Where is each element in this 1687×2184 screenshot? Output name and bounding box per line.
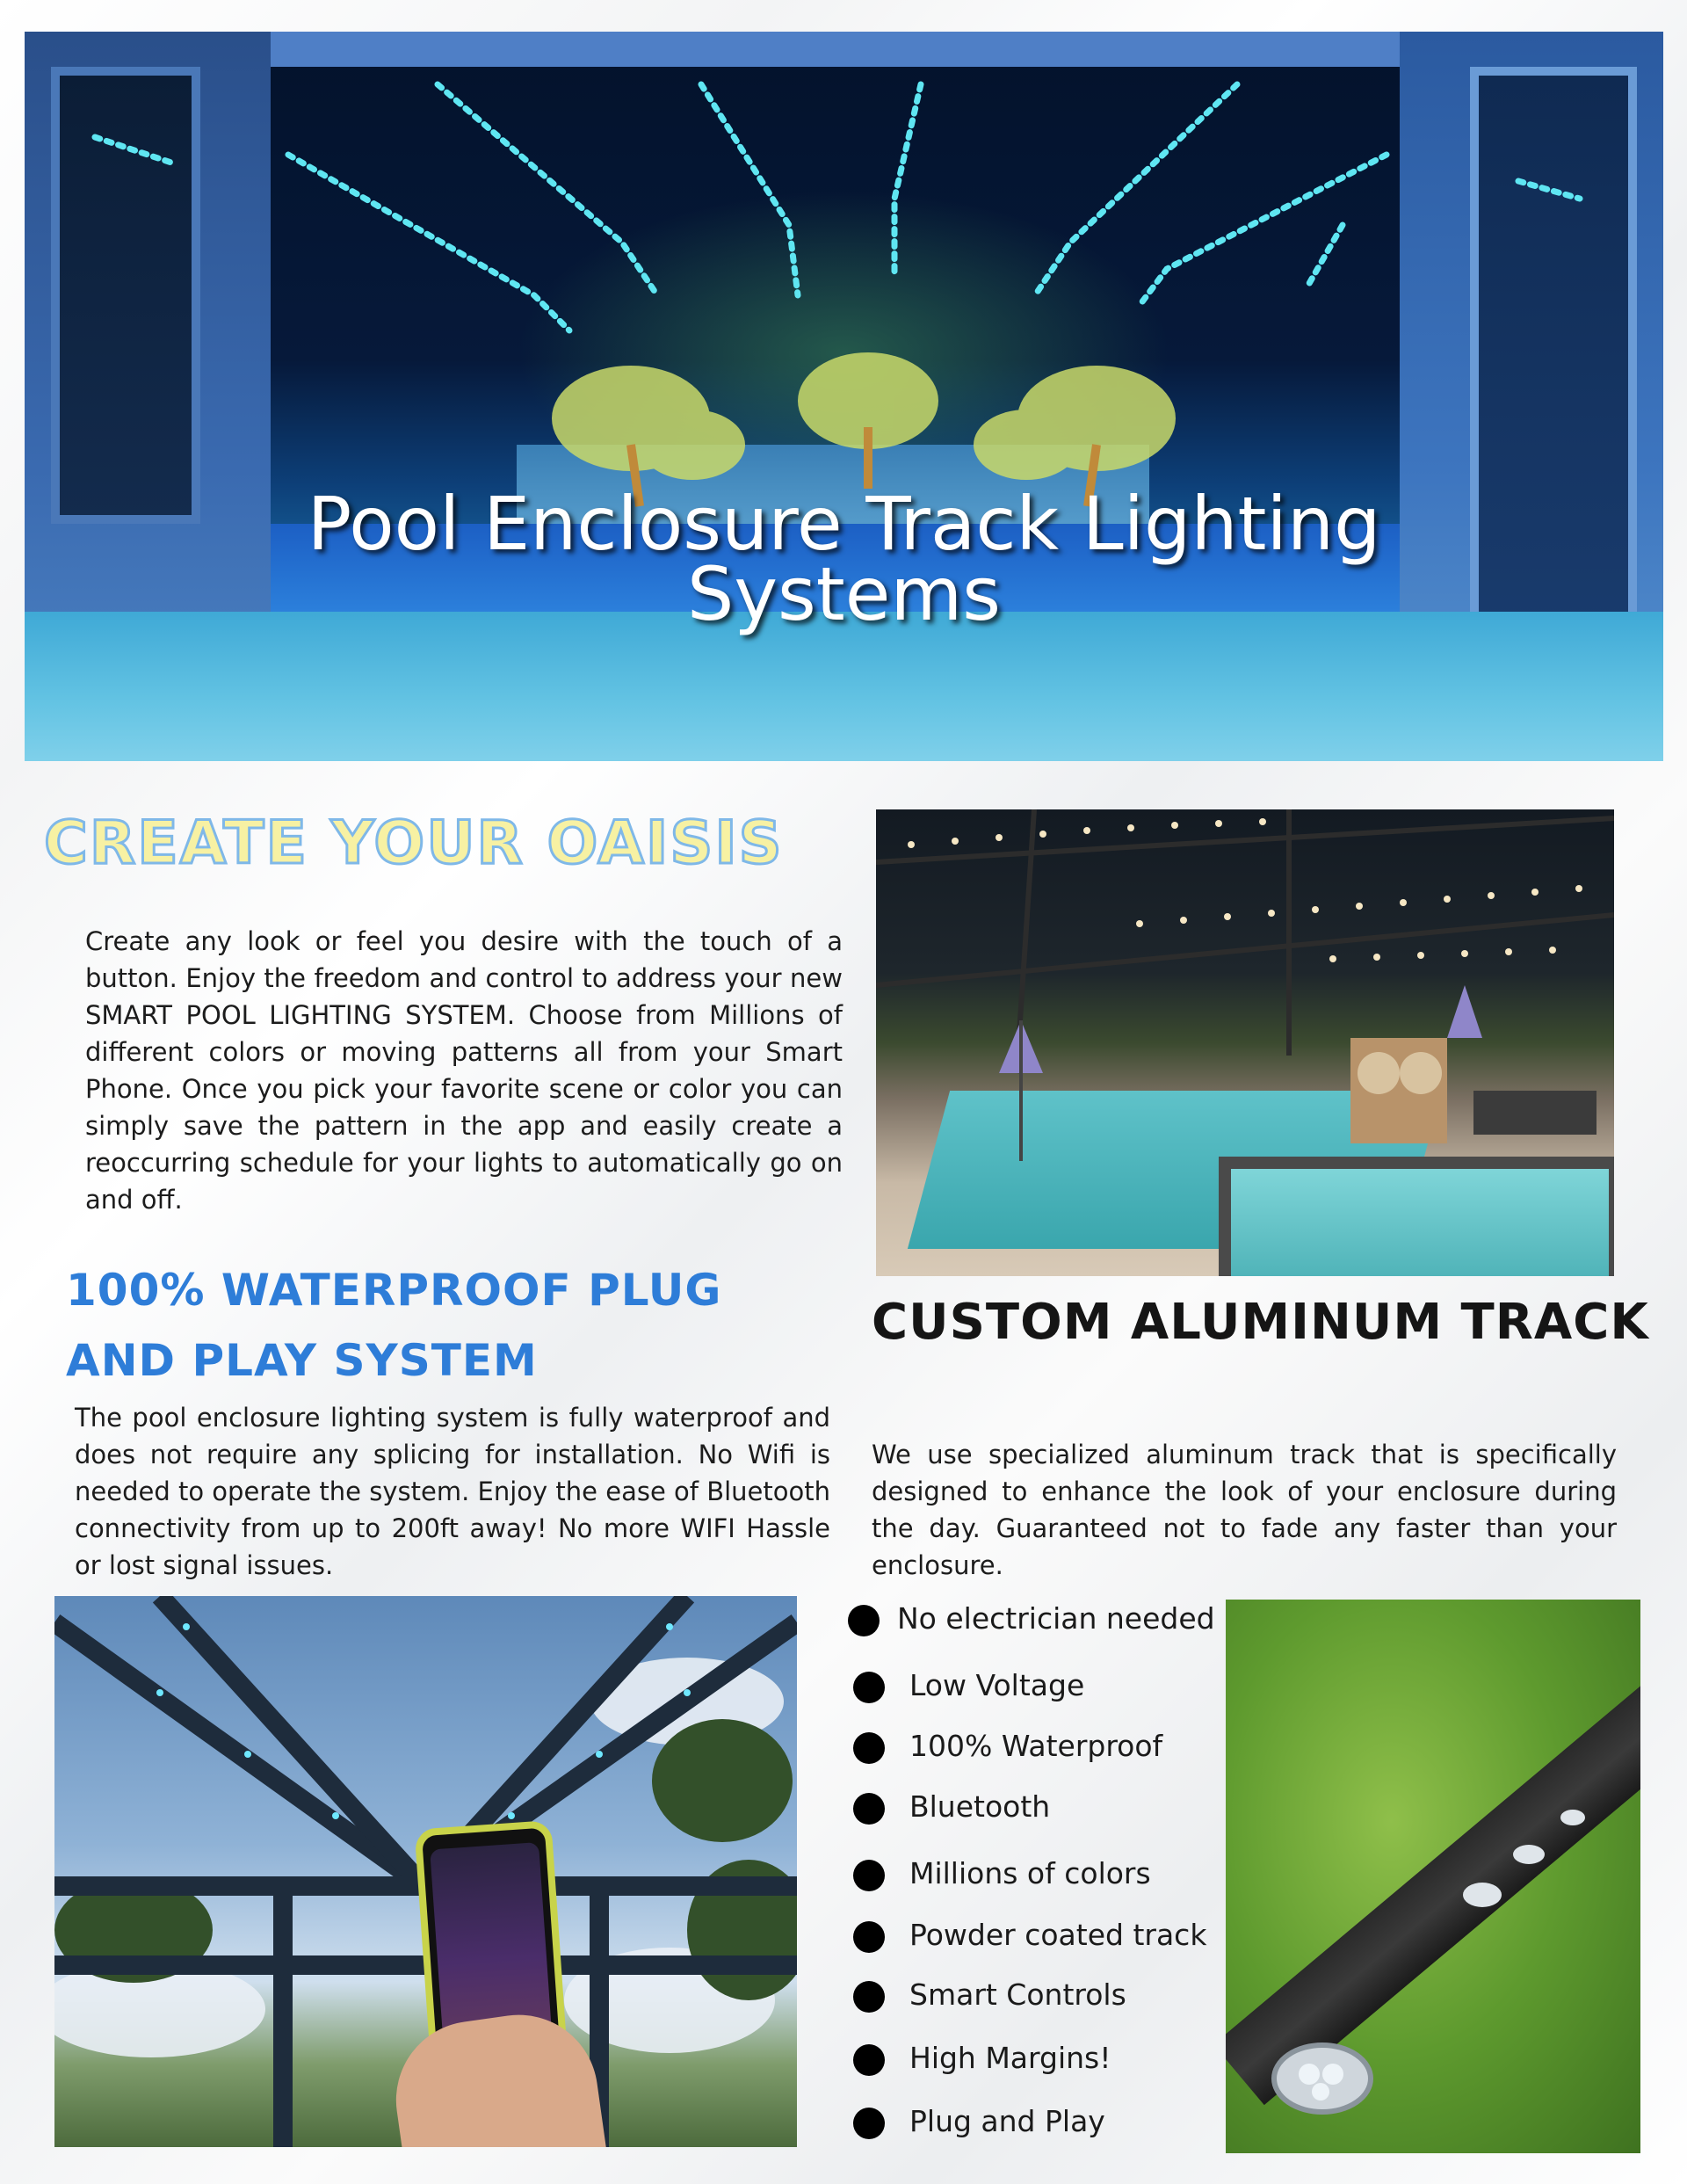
aluminum-body: We use specialized aluminum track that is specifically designed to enhance the look of your enclosure during the day. Guaranteed not to fade any faster than your enclosure. [872, 1440, 1617, 1580]
feature-item: Bluetooth [848, 1786, 1226, 1830]
hero-title-line2: Systems [687, 551, 1001, 637]
pool-enclosure-photo [876, 809, 1614, 1276]
waterproof-heading: 100% WATERPROOF PLUG AND PLAY SYSTEM [66, 1265, 722, 1386]
aluminum-heading: CUSTOM ALUMINUM TRACK [872, 1294, 1649, 1351]
aluminum-track-photo [1226, 1600, 1640, 2153]
bullet-icon [853, 2044, 885, 2076]
bullet-icon [848, 1605, 880, 1636]
phone-app-photo [54, 1596, 797, 2147]
feature-item: Powder coated track [848, 1914, 1226, 1958]
feature-item: Plug and Play [848, 2101, 1226, 2144]
oasis-heading: CREATE YOUR OAISIS [44, 809, 784, 878]
bullet-icon [853, 1981, 885, 2013]
bullet-icon [853, 1672, 885, 1703]
bullet-icon [853, 1732, 885, 1764]
feature-item: Millions of colors [848, 1853, 1226, 1897]
hero-title-line1: Pool Enclosure Track Lighting [307, 481, 1381, 567]
bullet-icon [853, 2108, 885, 2139]
hero-title [25, 481, 1663, 637]
feature-item: High Margins! [848, 2037, 1226, 2081]
bullet-icon [853, 1921, 885, 1953]
feature-item: Smart Controls [848, 1974, 1226, 2018]
feature-item: No electrician needed [848, 1598, 1226, 1642]
feature-item: 100% Waterproof [848, 1725, 1226, 1769]
feature-item: Low Voltage [848, 1665, 1226, 1709]
hero-image [25, 32, 1663, 761]
led-track-lights [25, 32, 1663, 761]
bullet-icon [853, 1793, 885, 1825]
waterproof-body: The pool enclosure lighting system is fully waterproof and does not require any splicing for installation. No Wifi is needed to operate the system. Enjoy the ease of Bluetooth connectivity from up to 200ft away! No more WIFI Hassle or lost signal issues. [75, 1403, 830, 1580]
oasis-body: Create any look or feel you desire with the touch of a button. Enjoy the freedom and control to address your new SMART POOL LIGHTING SYSTEM. Choose from Millions of different colors or moving patterns all from your Smart Phone. Once you pick your favorite scene or color you can simply save the pattern in the app and easily create a reoccurring schedule for your lights to automatically go on and off. [85, 926, 843, 1215]
bullet-icon [853, 1860, 885, 1891]
